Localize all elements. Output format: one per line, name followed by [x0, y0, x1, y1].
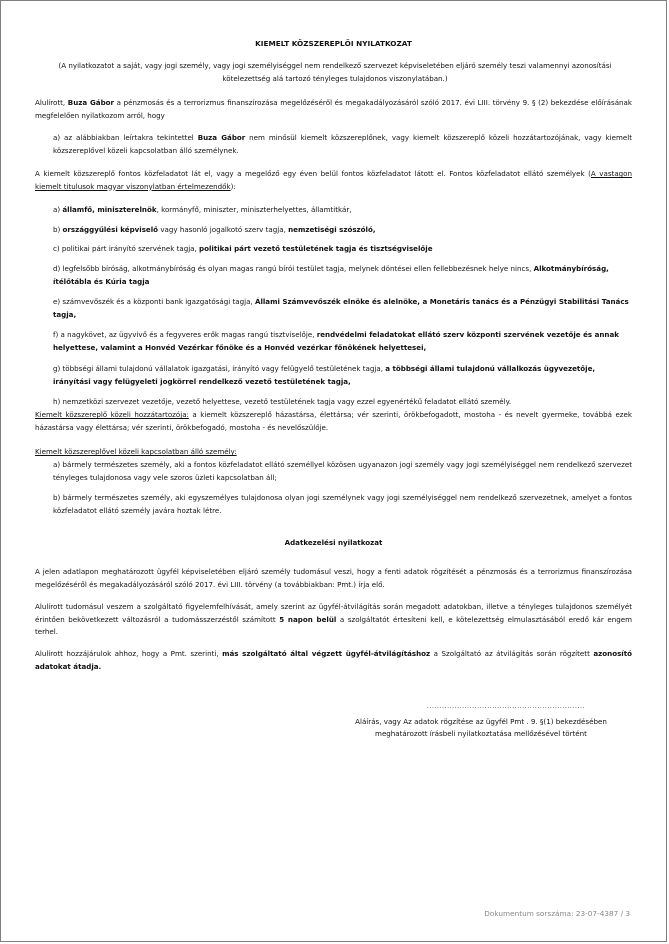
list-item-h: h) nemzetközi szervezet vezetője, vezető helyettese, vezető testületének tagja vagy ezzel egyenértékű feladatot ellátó személy.: [53, 397, 512, 406]
signature-block: [331, 701, 631, 741]
definition-paragraph: A kiemelt közszereplő fontos közfeladatot lát el, vagy a megelőző egy éven belül fontos közfeladatot látott el. Fontos közfeladatot ellátó személyek (A vastagon kiemelt titulusok magyar viszonylatban értelmezendők):: [35, 169, 632, 191]
document-number: Dokumentum sorszáma: 23-07-4387 / 3: [484, 909, 630, 918]
list-item-g: g) többségi állami tulajdonú vállalatok igazgatási, irányító vagy felügyelő testületének tagja, a többségi állami tulajdonú vállalkozás ügyvezetője, irányítási vagy felügyeleti jogkörrel rendelkező vezető testületének tagja,: [53, 364, 596, 386]
data-protection-title: Adatkezelési nyilatkozat: [284, 538, 383, 547]
list-item-f: f) a nagykövet, az ügyvivő és a fegyveres erők magas rangú tisztviselője, rendvédelmi feladatokat ellátó szerv központi szervének vezetője és annak helyettese, valamint a Honvéd Vezérkar főnöke és a Honvéd vezérkar főnökének helyettesei,: [53, 330, 619, 352]
signature-caption-1: Aláírás, vagy Az adatok rögzítése az ügyfél Pmt . 9. §(1) bekezdésében: [355, 716, 607, 726]
list-item-e: e) számvevőszék és a központi bank igazgatósági tagja, Állami Számvevőszék elnöke és alelnöke, a Monetáris tanács és a Pénzügyi Stabilitási Tanács tagja,: [53, 297, 629, 319]
data-protection-paragraph-2: Alulírott tudomásul veszem a szolgáltató figyelemfelhívását, amely szerint az ügyfél-átvilágítás során megadott adatokban, illetve a tényleges tulajdonos személyét érintően bekövetkezett változásról a tudomásszerzéstől számított 5 napon belül a szolgáltatót értesíteni kell, e kötelezettség elmulasztásából eredő kár engem terhel.: [35, 602, 632, 637]
signature-line: ...............................................................: [427, 703, 585, 710]
page-title: KIEMELT KÖZSZEREPLŐI NYILATKOZAT: [255, 39, 412, 48]
data-protection-paragraph-1: A jelen adatlapon meghatározott ügyfél képviseletében eljáró személy tudomásul veszi, hogy a fenti adatok rögzítését a pénzmosás és a terrorizmus finanszírozása megelőzéséről és megakadályozásáról szóló 2017. évi LIII. törvény (a továbbiakban: Pmt.) írja elő.: [35, 567, 632, 589]
close-relation-b: b) bármely természetes személy, aki egyszemélyes tulajdonosa olyan jogi személynek vagy jogi személyiséggel nem rendelkező szervezetnek, amelyet a fontos közfeladatot ellátó személy javára hoztak létre.: [53, 493, 632, 515]
declarant-name: Buza Gábor: [67, 98, 115, 107]
close-relation-a: a) bármely természetes személy, aki a fontos közfeladatot ellátó személlyel közösen ugyanazon jogi személy vagy jogi személyiséggel nem rendelkező szervezet tényleges tulajdonosa vagy vele szoros üzleti kapcsolatban áll;: [53, 460, 632, 482]
close-relation-heading: Kiemelt közszereplővel közeli kapcsolatban álló személy:: [35, 447, 237, 456]
list-item-c: c) politikai párt irányító szervének tagja, politikai párt vezető testületének tagja és tisztségviselője: [53, 244, 433, 253]
declaration-paragraph: Alulírott, Buza Gábor a pénzmosás és a terrorizmus finanszírozása megelőzéséről és megakadályozásáról szóló 2017. évi LIII. törvény 9. § (2) bekezdése előírásának megfelelően nyilatkozom arról, hogy: [35, 98, 632, 120]
data-protection-paragraph-3: Alulírott hozzájárulok ahhoz, hogy a Pmt. szerinti, más szolgáltató által végzett ügyfél-átvilágításhoz a Szolgáltató az átvilágítás során rögzített azonosító adatokat átadja.: [35, 649, 632, 671]
list-item-a: a) államfő, miniszterelnök, kormányfő, miniszter, miniszterhelyettes, államtitkár,: [53, 205, 352, 214]
list-item-d: d) legfelsőbb bíróság, alkotmánybíróság és olyan magas rangú bírói testület tagja, melynek döntései ellen fellebbezésnek helye nincs, Alkotmánybíróság, ítélőtábla és Kúria tagja: [53, 264, 609, 286]
intro-text: (A nyilatkozatot a saját, vagy jogi személy, vagy jogi személyiséggel nem rendelkező szervezet képviseletében eljáró személy teszi valamennyi azonosítási kötelezettség alá tartozó tényleges tulajdonos viszonylatában.): [58, 61, 612, 83]
statement-a: a) az alábbiakban leírtakra tekintettel Buza Gábor nem minősül kiemelt közszereplőnek, vagy kiemelt közszereplő közeli hozzátartozójának, vagy kiemelt közszereplővel közeli kapcsolatban álló személynek.: [53, 133, 632, 155]
declarant-name-2: Buza Gábor: [197, 133, 246, 142]
relatives-definition: Kiemelt közszereplő közeli hozzátartozója: a kiemelt közszereplő házastársa, élettársa; vér szerinti, örökbefogadott, mostoha - és nevelt gyermeke, továbbá ezek házastársa vagy élettársa; vér szerinti, örökbefogadó, mostoha - és nevelőszülője.: [35, 410, 633, 432]
signature-caption-2: meghatározott írásbeli nyilatkoztatása mellőzésével történt: [375, 729, 587, 739]
list-item-b: b) országgyűlési képviselő vagy hasonló jogalkotó szerv tagja, nemzetiségi szószóló,: [53, 225, 376, 234]
